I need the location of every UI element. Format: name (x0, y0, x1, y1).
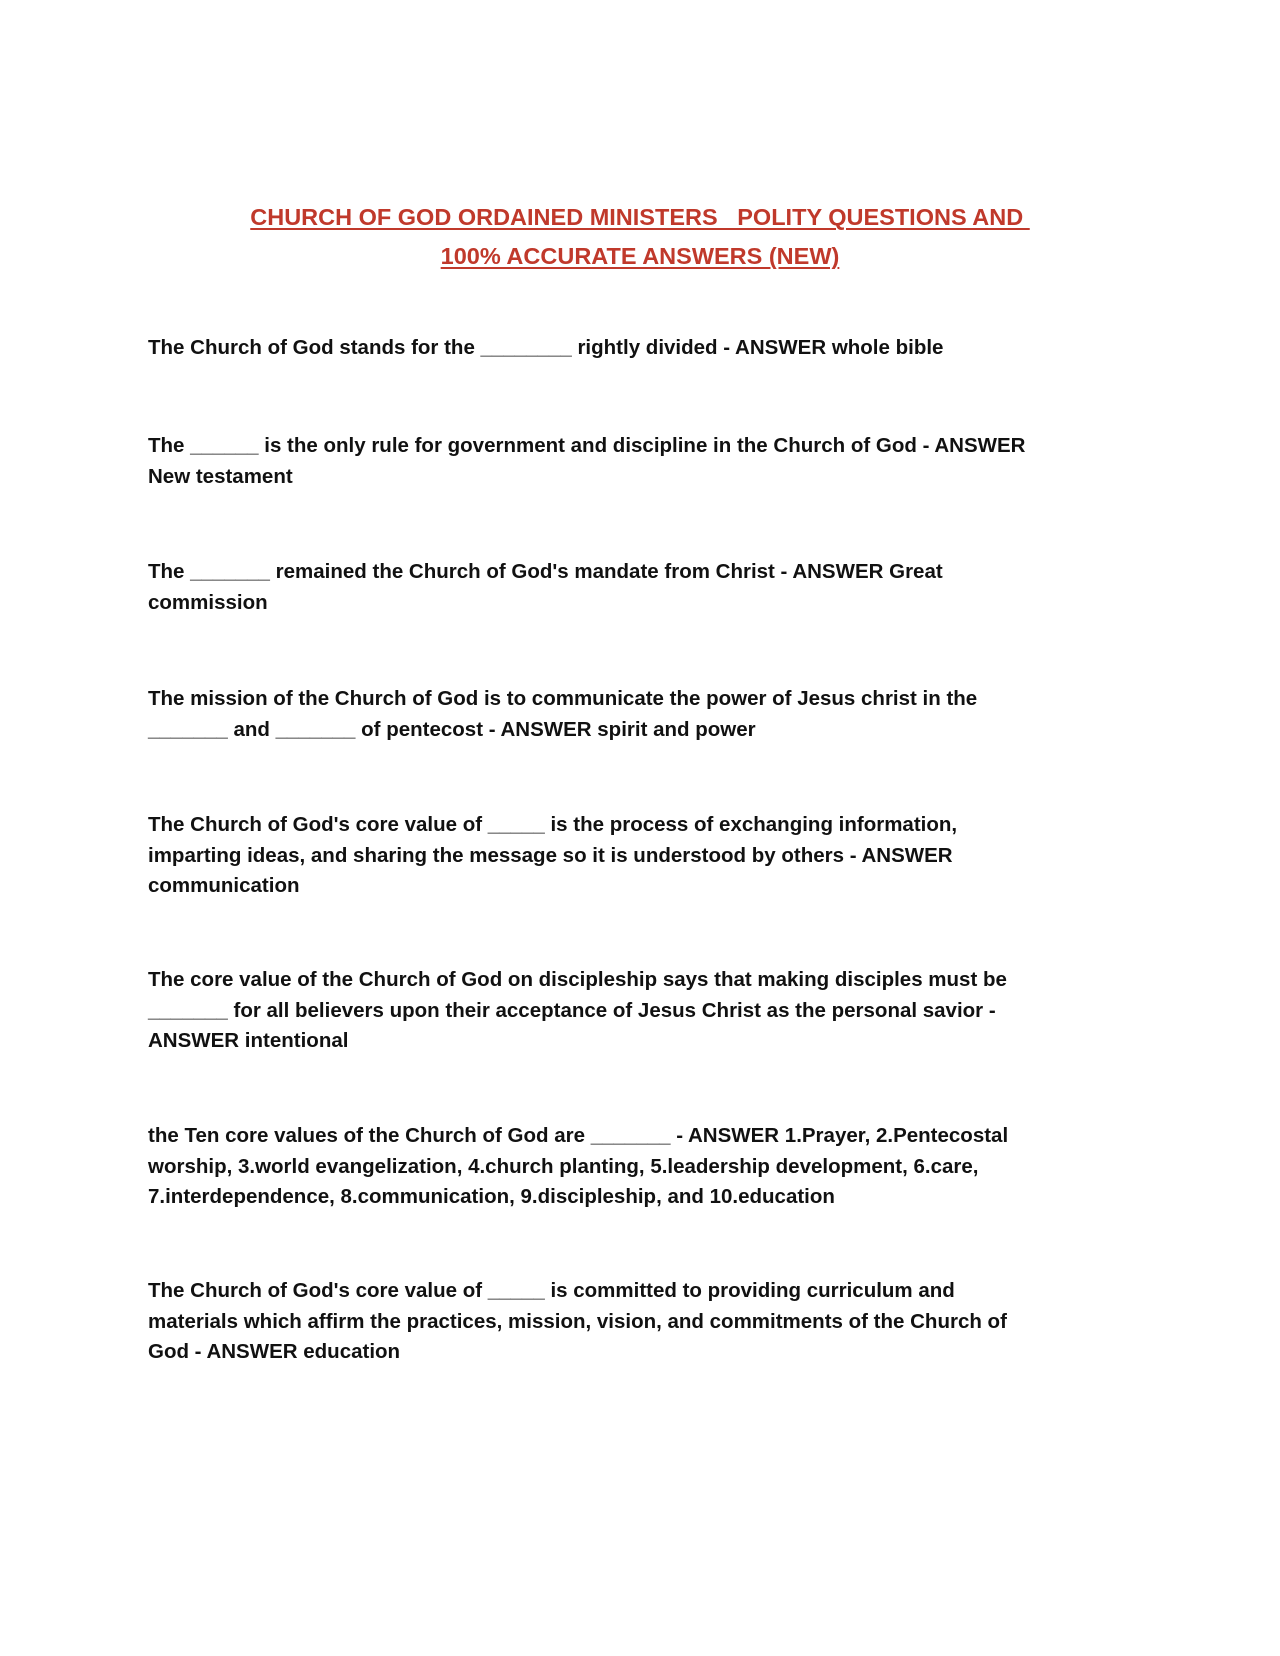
qa-item-3: The _______ remained the Church of God's mandate from Christ - ANSWER Great commission (148, 560, 943, 614)
qa-item-8: The Church of God's core value of _____ is committed to providing curriculum and materials which affirm the practices, mission, vision, and commitments of the Church of God - ANSWER education (148, 1279, 1007, 1363)
title-line-2: 100% ACCURATE ANSWERS (NEW) (440, 243, 840, 269)
document-title (120, 198, 1160, 276)
qa-item-7: the Ten core values of the Church of God are _______ - ANSWER 1.Prayer, 2.Pentecostal worship, 3.world evangelization, 4.church planting, 5.leadership development, 6.care, 7.interdependence, 8.communication, 9.discipleship, and 10.education (148, 1124, 1009, 1208)
qa-item-2: The ______ is the only rule for government and discipline in the Church of God - ANSWER New testament (148, 434, 1026, 488)
qa-item-4: The mission of the Church of God is to communicate the power of Jesus christ in the _______ and _______ of pentecost - ANSWER spirit and power (148, 687, 978, 741)
qa-item-6: The core value of the Church of God on discipleship says that making disciples must be _______ for all believers upon their acceptance of Jesus Christ as the personal savior - ANSWER intentional (148, 968, 1007, 1052)
qa-item-1: The Church of God stands for the ________ rightly divided - ANSWER whole bible (148, 336, 944, 359)
title-line-1: CHURCH OF GOD ORDAINED MINISTERS POLITY QUESTIONS AND (250, 204, 1030, 230)
qa-item-5: The Church of God's core value of _____ is the process of exchanging information, imparting ideas, and sharing the message so it is understood by others - ANSWER communication (148, 813, 958, 897)
